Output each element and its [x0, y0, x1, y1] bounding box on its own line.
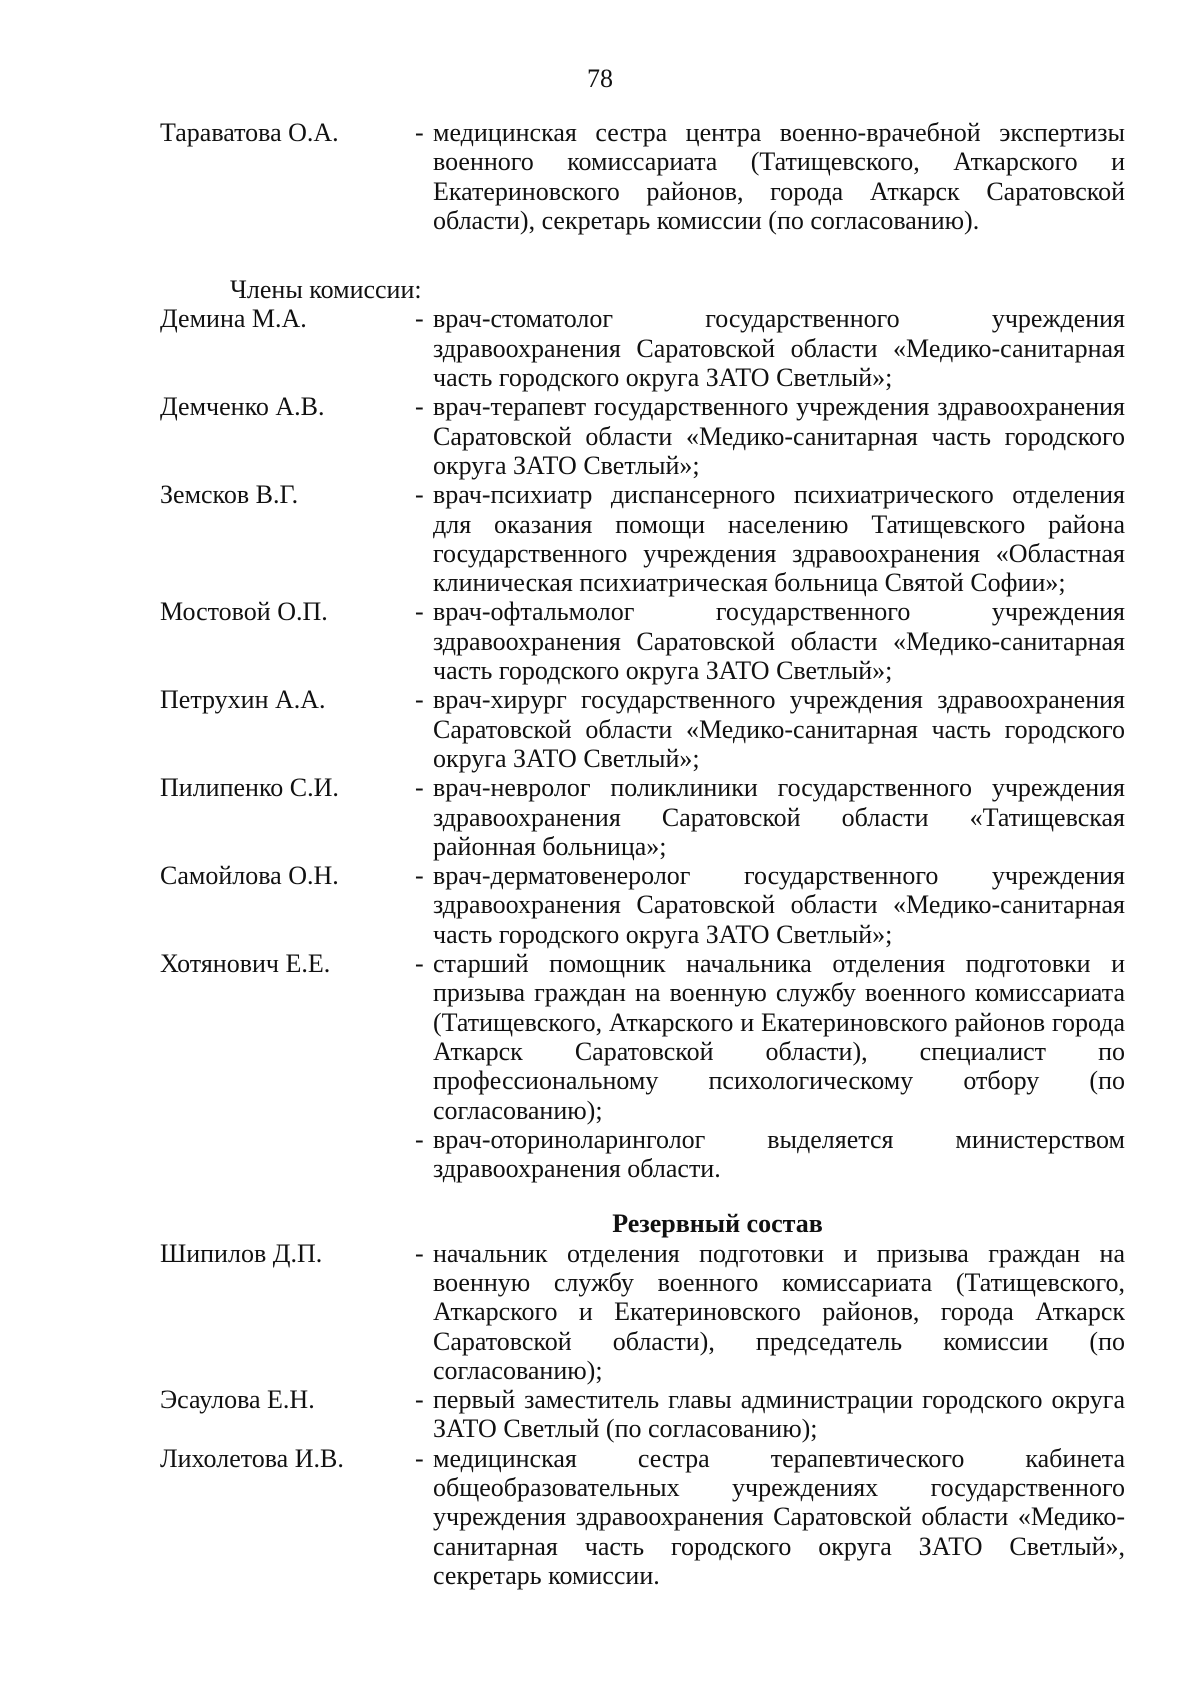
person-description	[415, 304, 1125, 392]
reserve-entry	[160, 1444, 1125, 1590]
dash-marker: -	[415, 1443, 424, 1473]
description-text: врач-хирург государственного учреждения здравоохранения Саратовской области «Медико-санитарная часть городского округа ЗАТО Светлый»;	[433, 685, 1125, 773]
secretary-entry	[160, 118, 1125, 235]
person-name: Эсаулова Е.Н.	[160, 1385, 315, 1415]
person-description	[415, 1385, 1125, 1444]
dash-marker: -	[415, 861, 424, 891]
person-description	[415, 773, 1125, 861]
person-name: Тараватова О.А.	[160, 118, 339, 147]
person-name: Демина М.А.	[160, 304, 307, 334]
dash-marker: -	[415, 949, 424, 979]
dash-marker: -	[415, 304, 424, 334]
dash-marker: -	[415, 773, 424, 803]
description-text: врач-дерматовенеролог государственного учреждения здравоохранения Саратовской области «Медико-санитарная часть городского округа ЗАТО Светлый»;	[433, 861, 1125, 949]
description-text: врач-оториноларинголог выделяется министерством здравоохранения области.	[433, 1124, 1125, 1184]
member-entry	[160, 861, 1125, 949]
person-name: Хотянович Е.Е.	[160, 949, 331, 979]
person-name: Демченко А.В.	[160, 392, 325, 422]
dash-marker: -	[415, 1238, 424, 1268]
person-description	[415, 480, 1125, 597]
description-text: медицинская сестра центра военно-врачебной экспертизы военного комиссариата (Татищевского, Аткарского и Екатериновского районов, города Аткарск Саратовской области), секретарь комиссии (по согласованию).	[433, 118, 1125, 235]
person-description	[415, 392, 1125, 480]
dash-marker: -	[415, 1124, 424, 1154]
dash-marker: -	[415, 1385, 424, 1415]
person-description	[415, 949, 1125, 1125]
reserve-heading: Резервный состав	[612, 1209, 823, 1239]
member-entry	[160, 480, 1125, 597]
member-entry	[160, 392, 1125, 480]
page-number: 78	[587, 64, 613, 93]
person-name: Шипилов Д.П.	[160, 1238, 323, 1268]
dash-marker: -	[415, 480, 424, 510]
person-description	[415, 1125, 1125, 1184]
member-entry	[160, 1125, 1125, 1184]
reserve-entry	[160, 1385, 1125, 1444]
person-name: Самойлова О.Н.	[160, 861, 339, 891]
member-entry	[160, 597, 1125, 685]
dash-marker: -	[415, 118, 424, 147]
description-text: первый заместитель главы администрации городского округа ЗАТО Светлый (по согласованию);	[433, 1385, 1125, 1444]
dash-marker: -	[415, 597, 424, 627]
person-name: Пилипенко С.И.	[160, 773, 339, 803]
member-entry	[160, 949, 1125, 1125]
document-content	[160, 118, 1125, 1590]
description-text: медицинская сестра терапевтического кабинета общеобразовательных учреждениях государственного учреждения здравоохранения Саратовской области «Медико-санитарная часть городского округа ЗАТО Светлый», секретарь комиссии.	[433, 1443, 1125, 1590]
description-text: врач-терапевт государственного учреждения здравоохранения Саратовской области «Медико-санитарная часть городского округа ЗАТО Светлый»;	[433, 392, 1125, 480]
person-description	[415, 1444, 1125, 1590]
members-heading: Члены комиссии:	[230, 275, 422, 305]
description-text: начальник отделения подготовки и призыва граждан на военную службу военного комиссариата (Татищевского, Аткарского и Екатериновского районов, города Аткарск Саратовской области), председатель комиссии (по согласованию);	[433, 1238, 1125, 1385]
dash-marker: -	[415, 392, 424, 422]
description-text: старший помощник начальника отделения подготовки и призыва граждан на военную службу военного комиссариата (Татищевского, Аткарского и Екатериновского районов города Аткарск Саратовской области), специалист по профессиональному психологическому отбору (по согласованию);	[433, 949, 1125, 1125]
member-entry	[160, 685, 1125, 773]
person-description	[415, 118, 1125, 235]
dash-marker: -	[415, 685, 424, 715]
member-entry	[160, 773, 1125, 861]
person-name: Мостовой О.П.	[160, 597, 328, 627]
member-entry	[160, 304, 1125, 392]
reserve-entry	[160, 1239, 1125, 1385]
person-name: Петрухин А.А.	[160, 685, 326, 715]
description-text: врач-психиатр диспансерного психиатрического отделения для оказания помощи населению Татищевского района государственного учреждения здравоохранения «Областная клиническая психиатрическая больница Святой Софии»;	[433, 480, 1125, 598]
person-description	[415, 685, 1125, 773]
person-name: Лихолетова И.В.	[160, 1443, 344, 1473]
person-description	[415, 861, 1125, 949]
description-text: врач-стоматолог государственного учреждения здравоохранения Саратовской области «Медико-санитарная часть городского округа ЗАТО Светлый»;	[433, 304, 1125, 393]
person-description	[415, 597, 1125, 685]
description-text: врач-офтальмолог государственного учреждения здравоохранения Саратовской области «Медико-санитарная часть городского округа ЗАТО Светлый»;	[433, 597, 1125, 686]
person-description	[415, 1239, 1125, 1385]
description-text: врач-невролог поликлиники государственного учреждения здравоохранения Саратовской области «Татищевская районная больница»;	[433, 773, 1125, 861]
person-name: Земсков В.Г.	[160, 480, 299, 510]
